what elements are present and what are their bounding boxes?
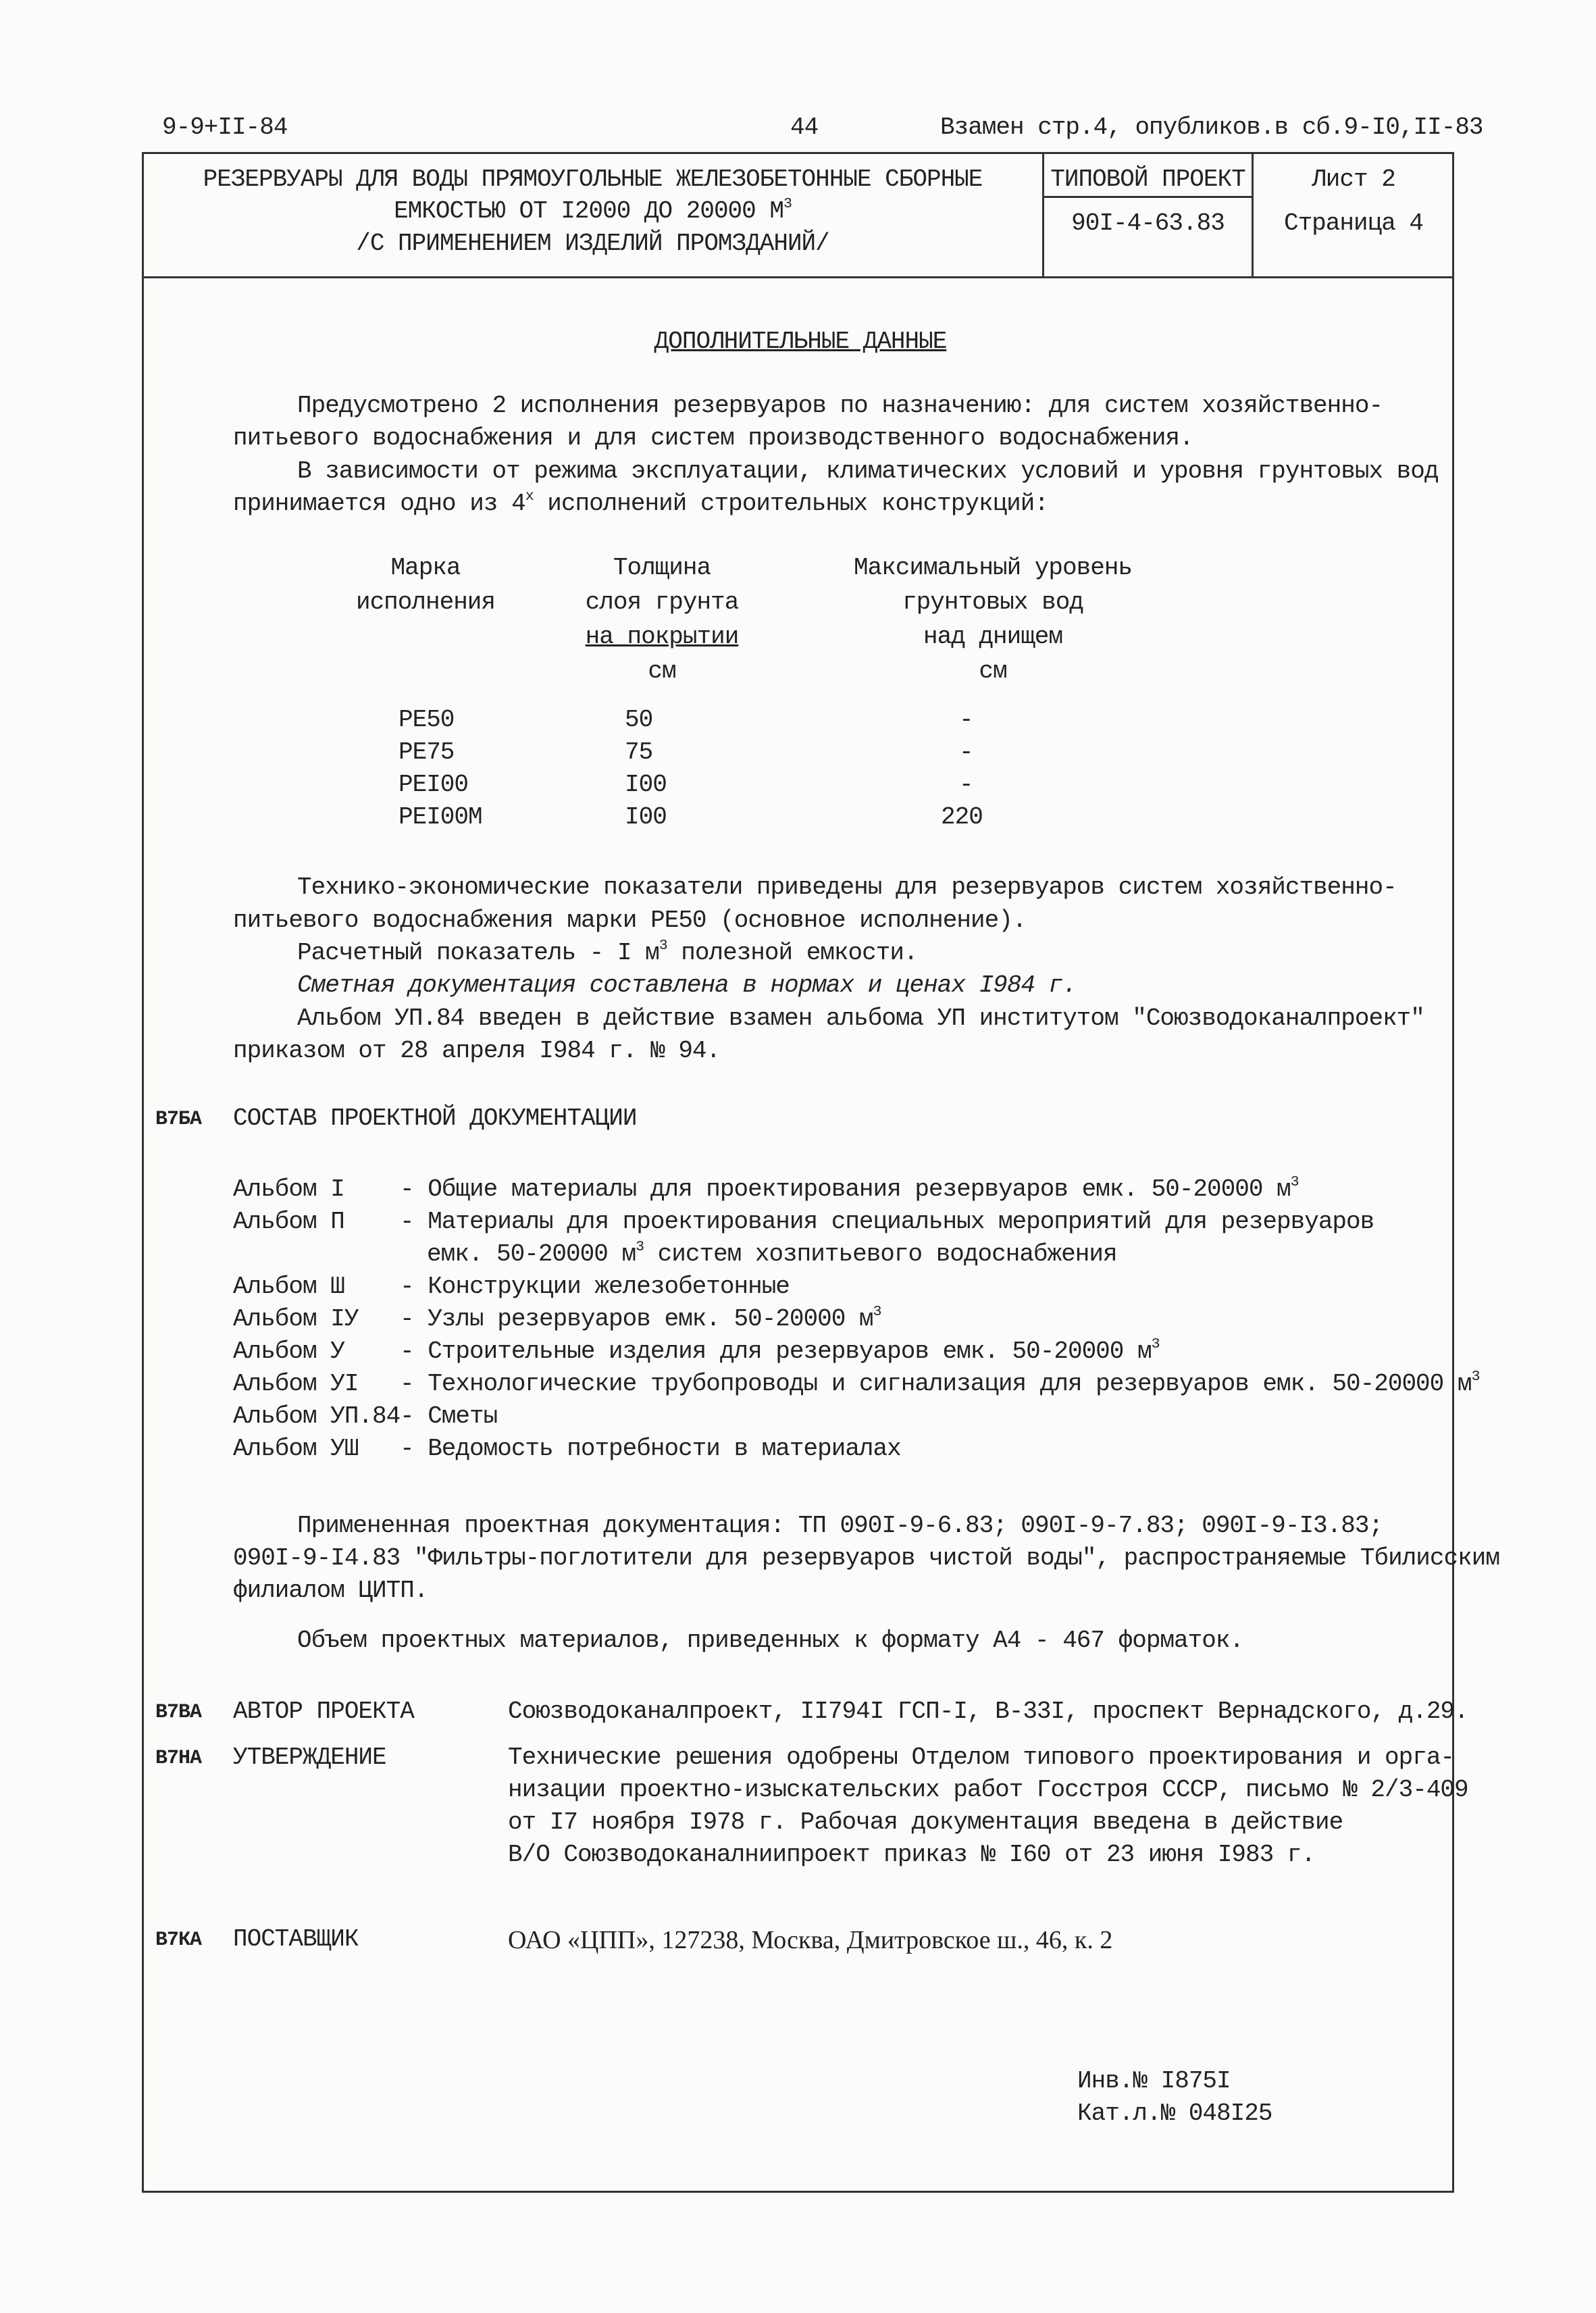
title-block-divider xyxy=(142,276,1454,278)
applied-volume: Объем проектных материалов, приведенных к формату А4 - 467 форматок. xyxy=(297,1627,1244,1654)
author-text: Союзводоканалпроект, II794I ГСП-I, В-33I, проспект Вернадского, д.29. xyxy=(508,1698,1468,1725)
approval-code: В7НА xyxy=(155,1747,202,1770)
supplier-text: ОАО «ЦПП», 127238, Москва, Дмитровское ш., 46, к. 2 xyxy=(508,1926,1113,1954)
title-line-2: ЕМКОСТЬЮ ОТ I2000 ДО 20000 $М^3$ xyxy=(394,195,792,225)
title-line-3: /С ПРИМЕНЕНИЕМ ИЗДЕЛИЙ ПРОМЗДАНИЙ/ xyxy=(356,230,829,257)
album-desc: - Общие материалы для проектирования резервуаров емк. 50-20000 $м^3$ xyxy=(400,1173,1299,1203)
table-cell-mark: PEI00 xyxy=(398,771,469,798)
album-desc: - Материалы для проектирования специальных мероприятий для резервуаров xyxy=(400,1208,1374,1236)
album-name: Альбом П xyxy=(233,1208,344,1236)
table-cell-thickness: 75 xyxy=(625,738,653,766)
table-cell-level: - xyxy=(959,771,973,798)
indicators-line2: питьевого водоснабжения марки PE50 (основное исполнение). xyxy=(233,907,1027,934)
album-desc: - Конструкции железобетонные xyxy=(400,1273,790,1300)
supplier-code: В7КА xyxy=(155,1929,202,1952)
indicators-line6: приказом от 28 апреля I984 г. № 94. xyxy=(233,1037,721,1065)
album-name: Альбом Ш xyxy=(233,1273,344,1300)
approval-label: УТВЕРЖДЕНИЕ xyxy=(233,1744,386,1771)
album-desc-continuation: емк. 50-20000 $м^3$ систем хозпитьевого водоснабжения xyxy=(427,1238,1117,1268)
album-name: Альбом У xyxy=(233,1338,344,1365)
album-name: Альбом УI xyxy=(233,1370,359,1398)
table-cell-thickness: I00 xyxy=(625,803,667,831)
table-cell-level: - xyxy=(959,738,973,766)
indicators-line4: Сметная документация составлена в нормах и ценах I984 г. xyxy=(297,971,1077,999)
table-cell-thickness: I00 xyxy=(625,771,667,798)
approval-line3: от I7 ноября I978 г. Рабочая документация введена в действие xyxy=(508,1808,1343,1836)
album-desc: - Ведомость потребности в материалах xyxy=(400,1435,901,1463)
composition-code: В7БА xyxy=(155,1108,202,1131)
album-desc: - Узлы резервуаров емк. 50-20000 $м^3$ xyxy=(400,1303,881,1333)
additional-p2-line1: В зависимости от режима эксплуатации, климатических условий и уровня грунтовых вод xyxy=(297,457,1439,485)
table-cell-mark: PE75 xyxy=(398,738,455,766)
applied-line3: филиалом ЦИТП. xyxy=(233,1577,428,1604)
indicators-line5: Альбом УП.84 введен в действие взамен альбома УП институтом "Союзводоканалпроект" xyxy=(297,1005,1424,1032)
approval-line4: В/О Союзводоканалниипроект приказ № I60 от 23 июня I983 г. xyxy=(508,1841,1316,1869)
project-label-underline xyxy=(1042,196,1254,198)
album-name: Альбом IУ xyxy=(233,1305,359,1333)
supplier-label: ПОСТАВЩИК xyxy=(233,1925,359,1953)
approval-line1: Технические решения одобрены Отделом типового проектирования и орга- xyxy=(508,1744,1455,1771)
title-block-vline-1 xyxy=(1042,152,1044,278)
document-code: 9-9+II-84 xyxy=(162,113,288,141)
author-label: АВТОР ПРОЕКТА xyxy=(233,1698,414,1725)
additional-heading: ДОПОЛНИТЕЛЬНЫЕ ДАННЫЕ xyxy=(654,328,947,355)
page-label: Страница 4 xyxy=(1283,209,1424,237)
replaces-note: Взамен стр.4, опубликов.в сб.9-I0,II-83 xyxy=(940,113,1483,141)
table-cell-mark: PEI00M xyxy=(398,803,482,831)
catalog-number: Кат.л.№ 048I25 xyxy=(1077,2100,1272,2127)
table-header-thickness: Толщина слоя грунта на покрытии см xyxy=(585,554,739,685)
composition-heading: СОСТАВ ПРОЕКТНОЙ ДОКУМЕНТАЦИИ xyxy=(233,1104,637,1132)
additional-p1-line1: Предусмотрено 2 исполнения резервуаров по назначению: для систем хозяйственно- xyxy=(297,392,1383,420)
album-name: Альбом УП.84 xyxy=(233,1402,401,1430)
album-name: Альбом I xyxy=(233,1175,344,1203)
table-cell-level: - xyxy=(959,706,973,734)
applied-line2: 090I-9-I4.83 "Фильтры-поглотители для резервуаров чистой воды", распространяемые Тбилисским xyxy=(233,1544,1499,1572)
project-label: ТИПОВОЙ ПРОЕКТ xyxy=(1050,166,1245,193)
table-header-mark: Марка исполнения xyxy=(355,554,496,616)
table-cell-mark: PE50 xyxy=(398,706,455,734)
additional-p1-line2: питьевого водоснабжения и для систем производственного водоснабжения. xyxy=(233,424,1193,452)
indicators-line3: Расчетный показатель - I $м^3$ полезной емкости. xyxy=(297,937,918,967)
album-desc: - Технологические трубопроводы и сигнализация для резервуаров емк. 50-20000 $м^3$ xyxy=(400,1368,1480,1398)
album-desc: - Сметы xyxy=(400,1402,498,1430)
additional-p2-line2: принимается одно из $4^х$ исполнений строительных конструкций: xyxy=(233,488,1048,517)
table-header-groundwater: Максимальный уровень грунтовых вод над днищем см xyxy=(853,554,1133,685)
page-number: 44 xyxy=(790,113,819,141)
indicators-line1: Технико-экономические показатели приведены для резервуаров систем хозяйственно- xyxy=(297,873,1397,901)
album-desc: - Строительные изделия для резервуаров емк. 50-20000 $м^3$ xyxy=(400,1336,1160,1365)
sheet-label: Лист 2 xyxy=(1312,166,1395,193)
title-block-vline-2 xyxy=(1252,152,1254,278)
album-name: Альбом УШ xyxy=(233,1435,359,1463)
author-code: В7ВА xyxy=(155,1701,202,1724)
project-number: 90I-4-63.83 xyxy=(1071,209,1225,237)
applied-line1: Примененная проектная документация: ТП 090I-9-6.83; 090I-9-7.83; 090I-9-I3.83; xyxy=(297,1512,1383,1540)
inventory-number: Инв.№ I875I xyxy=(1077,2067,1231,2095)
title-line-1: РЕЗЕРВУАРЫ ДЛЯ ВОДЫ ПРЯМОУГОЛЬНЫЕ ЖЕЛЕЗОБЕТОННЫЕ СБОРНЫЕ xyxy=(203,166,983,193)
table-cell-level: 220 xyxy=(941,803,983,831)
approval-line2: низации проектно-изыскательских работ Госстроя СССР, письмо № 2/3-409 xyxy=(508,1776,1468,1804)
table-cell-thickness: 50 xyxy=(625,706,653,734)
